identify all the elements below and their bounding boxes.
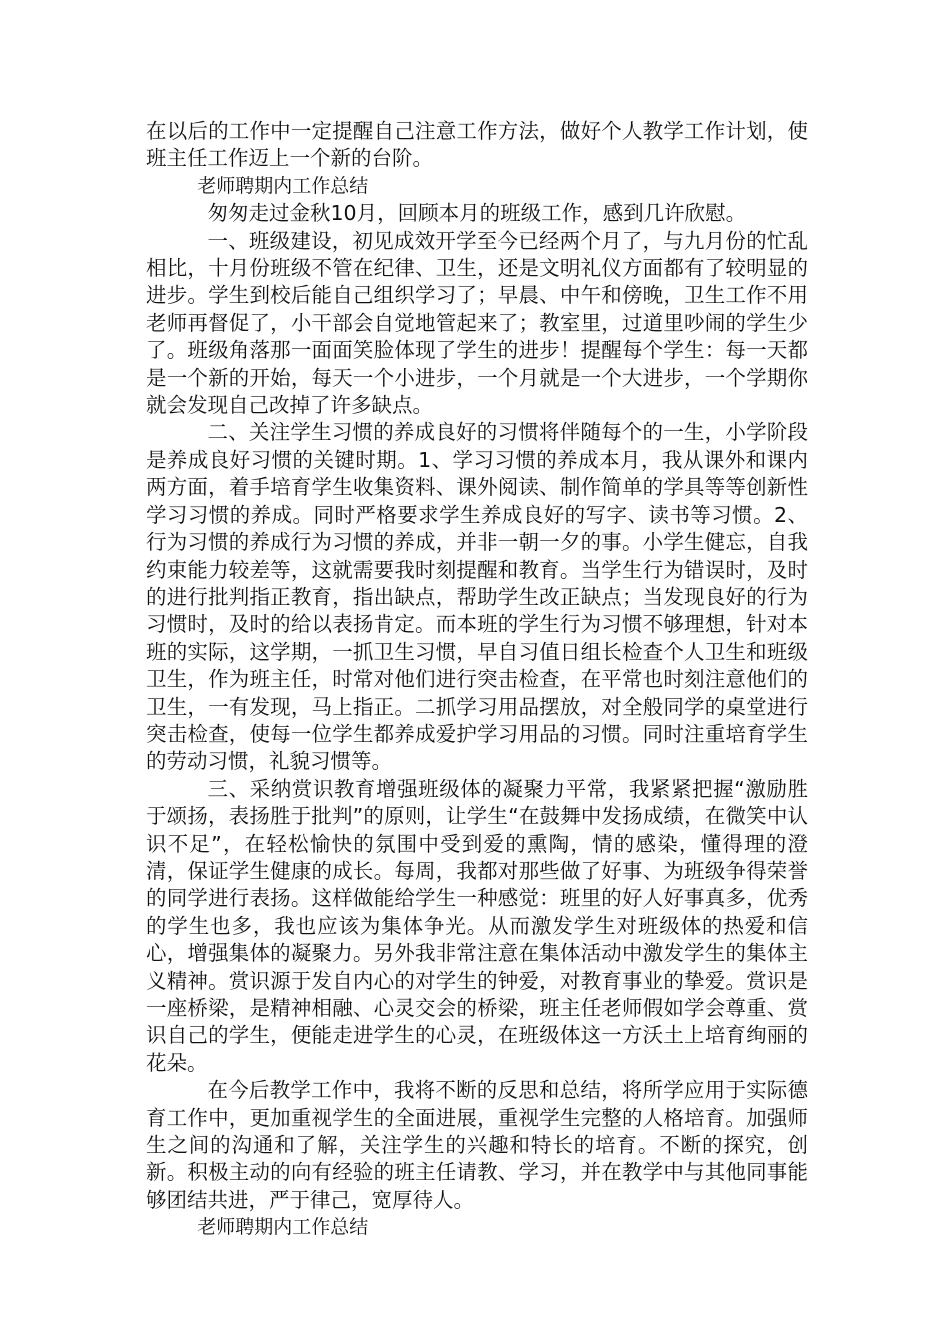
paragraph-continuation: 在以后的工作中一定提醒自己注意工作方法，做好个人教学工作计划，使班主任工作迈上一个新的台阶。 xyxy=(146,119,808,171)
section-heading: 老师聘期内工作总结 xyxy=(197,174,369,197)
paragraph-class-building: 一、班级建设，初见成效开学至今已经两个月了，与九月份的忙乱相比，十月份班级不管在纪律、卫生，还是文明礼仪方面都有了较明显的进步。学生到校后能自己组织学习了；早晨、中午和傍晚，卫生工作不用老师再督促了，小干部会自觉地管起来了；教室里，过道里吵闹的学生少了。班级角落那一面面笑脸体现了学生的进步！提醒每个学生：每一天都是一个新的开始，每天一个小进步，一个月就是一个大进步，一个学期你就会发现自己改掉了许多缺点。 xyxy=(146,228,808,418)
paragraph-future-work: 在今后教学工作中，我将不断的反思和总结，将所学应用于实际德育工作中，更加重视学生的全面进展，重视学生完整的人格培育。加强师生之间的沟通和了解，关注学生的兴趣和特长的培育。不断的探究，创新。积极主动的向有经验的班主任请教、学习，并在教学中与其他同事能够团结共进，严于律己，宽厚待人。 xyxy=(146,1078,808,1212)
paragraph-appreciation-education: 三、采纳赏识教育增强班级体的凝聚力平常，我紧紧把握“激励胜于颂扬，表扬胜于批判”的原则，让学生“在鼓舞中发扬成绩，在微笑中认识不足”，在轻松愉快的氛围中受到爱的熏陶，情的感染，懂得理的澄清，保证学生健康的成长。每周，我都对那些做了好事、为班级争得荣誉的同学进行表扬。这样做能给学生一种感觉：班里的好人好事真多，优秀的学生也多，我也应该为集体争光。从而激发学生对班级体的热爱和信心，增强集体的凝聚力。另外我非常注意在集体活动中激发学生的集体主义精神。赏识源于发自内心的对学生的钟爱，对教育事业的挚爱。赏识是一座桥梁，是精神相融、心灵交会的桥梁，班主任老师假如学会尊重、赏识自己的学生，便能走进学生的心灵，在班级体这一方沃土上培育绚丽的花朵。 xyxy=(146,776,808,1075)
document-page xyxy=(146,118,808,1242)
section-heading-repeat: 老师聘期内工作总结 xyxy=(197,1216,369,1239)
intro-paragraph: 匆匆走过金秋10月，回顾本月的班级工作，感到几许欣慰。 xyxy=(207,201,747,226)
paragraph-habits: 二、关注学生习惯的养成良好的习惯将伴随每个的一生，小学阶段是养成良好习惯的关键时期。1、学习习惯的养成本月，我从课外和课内两方面，着手培育学生收集资料、课外阅读、制作简单的学具等等创新性学习习惯的养成。同时严格要求学生养成良好的写字、读书等习惯。2、行为习惯的养成行为习惯的养成，并非一朝一夕的事。小学生健忘，自我约束能力较差等，这就需要我时刻提醒和教育。当学生行为错误时，及时的进行批判指正教育，指出缺点，帮助学生改正缺点；当发现良好的行为习惯时，及时的给以表扬肯定。而本班的学生行为习惯不够理想，针对本班的实际，这学期，一抓卫生习惯，早自习值日组长检查个人卫生和班级卫生，作为班主任，时常对他们进行突击检查，在平常也时刻注意他们的卫生，一有发现，马上指正。二抓学习用品摆放，对全般同学的桌堂进行突击检查，使每一位学生都养成爱护学习用品的习惯。同时注重培育学生的劳动习惯，礼貌习惯等。 xyxy=(146,420,808,774)
